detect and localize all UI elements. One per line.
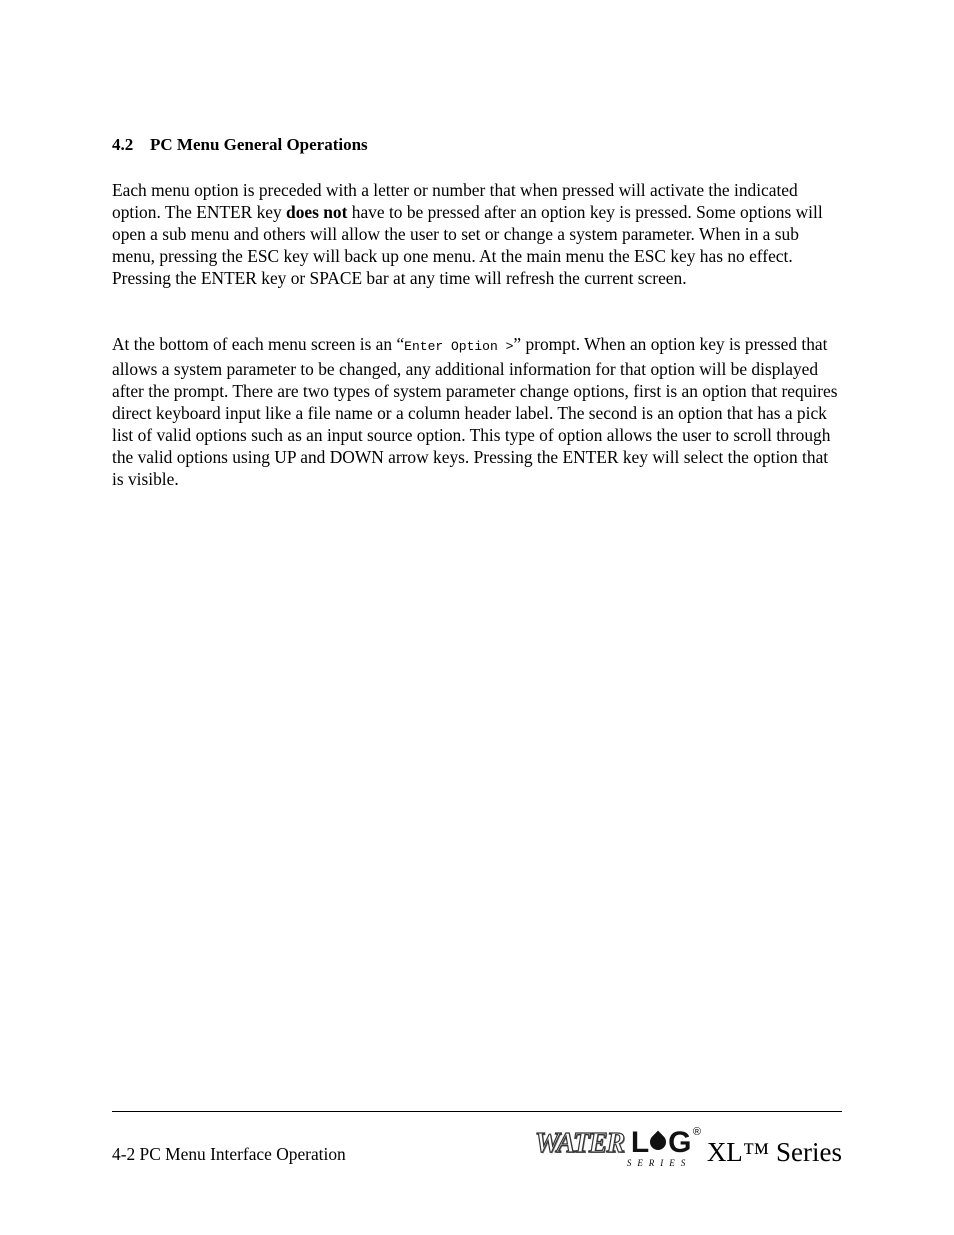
logo-l: L: [630, 1126, 649, 1159]
logo-log-text: [631, 1126, 691, 1160]
para2-text-a: At the bottom of each menu screen is an “: [112, 334, 405, 354]
para2-text-b: ” prompt. When an option key is pressed that allows a system parameter to be changed, any additional information for that option will be displayed after the prompt. There are two types of system parameter change options, first is an option that requires direct keyboard input like a file name or a column header label. The second is an option that has a pick list of valid options such as an input source option. This type of option allows the user to scroll through the valid options using UP and DOWN arrow keys. Pressing the ENTER key will select the option that is visible.: [112, 334, 838, 489]
section-number: 4.2: [112, 135, 134, 154]
logo-water-text: WATER: [534, 1128, 625, 1159]
logo-series-text: SERIES: [626, 1158, 692, 1168]
paragraph-menu-options: [112, 179, 842, 289]
prompt-code: Enter Option >: [404, 339, 514, 354]
footer-chapter-label: 4-2 PC Menu Interface Operation: [112, 1144, 346, 1164]
paragraph-enter-option-prompt: [112, 333, 842, 490]
para1-emphasis: does not: [286, 202, 348, 222]
waterlog-logo: [535, 1126, 705, 1172]
para1-text-a: Each menu option is preceded with a letter or number that when pressed will activate the indicated option. The ENTER key: [112, 180, 798, 222]
water-drop-icon: [649, 1132, 667, 1154]
footer-divider: [112, 1111, 842, 1112]
registered-mark: ®: [692, 1126, 701, 1138]
section-heading: [112, 135, 368, 155]
product-series-label: XL™ Series: [706, 1137, 842, 1167]
footer-brand: [535, 1126, 842, 1172]
para1-text-b: have to be pressed after an option key is pressed. Some options will open a sub menu and others will allow the user to set or change a system parameter. When in a sub menu, pressing the ESC key will back up one menu. At the main menu the ESC key has no effect. Pressing the ENTER key or SPACE bar at any time will refresh the current screen.: [112, 202, 823, 288]
section-title: PC Menu General Operations: [150, 135, 368, 154]
logo-g: G: [668, 1126, 691, 1159]
